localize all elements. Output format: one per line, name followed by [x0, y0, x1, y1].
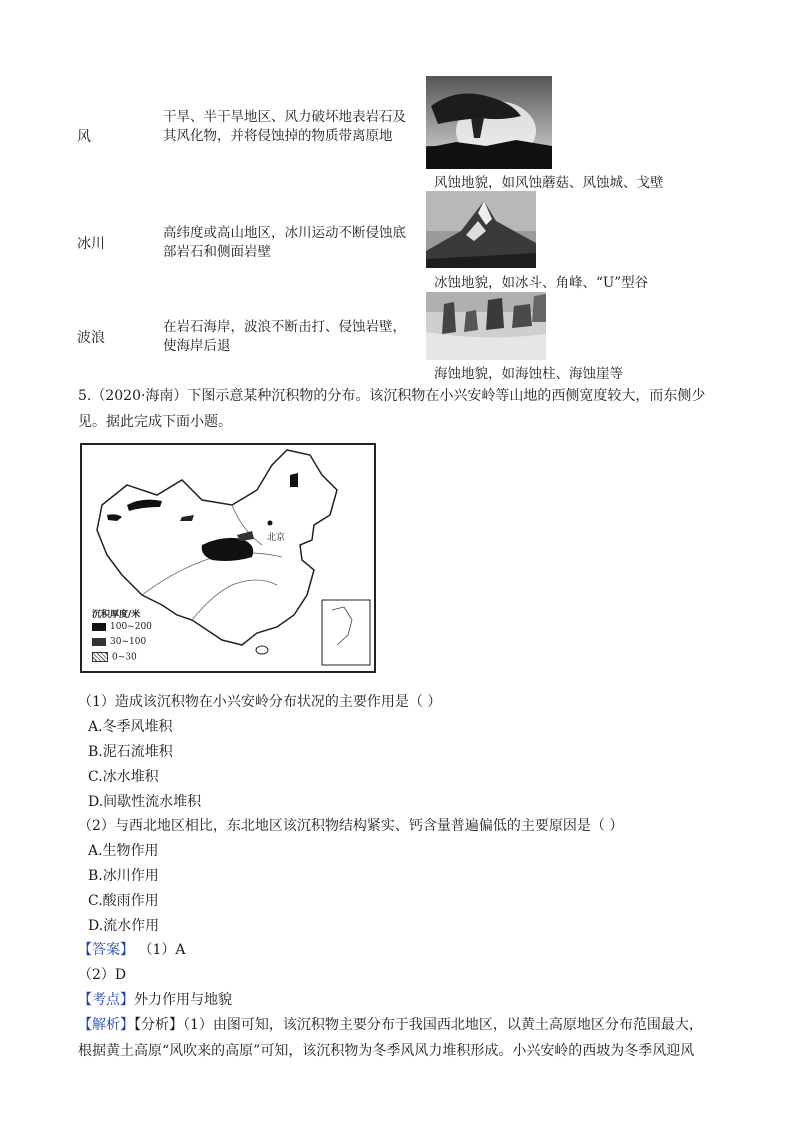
answer-tag: 【答案】 [78, 942, 134, 958]
answer-part-1: （1）A [138, 942, 186, 958]
legend-swatch-light [92, 652, 108, 662]
q1-option-a: A.冬季风堆积 [88, 719, 173, 735]
subquestion-2: （2）与西北地区相比，东北地区该沉积物结构紧实、钙含量普遍偏低的主要原因是（ ） [78, 818, 624, 834]
q2-option-a: A.生物作用 [88, 843, 159, 859]
q1-option-d: D.间歇性流水堆积 [88, 794, 202, 810]
desc-waves: 在岩石海岸，波浪不断击打、侵蚀岩壁，使海岸后退 [163, 319, 406, 354]
jiexi-line-2: 根据黄土高原“风吹来的高原”可知，该沉积物为冬季风风力堆积形成。小兴安岭的西坡为冬季风迎风 [78, 1043, 695, 1059]
glacial-horn-peak-photo [426, 191, 536, 268]
answer-part-2: （2）D [78, 967, 127, 983]
question-stem-line-1: 5.（2020·海南）下图示意某种沉积物的分布。该沉积物在小兴安岭等山地的西侧宽度较大，而东侧少 [78, 388, 706, 404]
q2-option-d: D.流水作用 [88, 918, 160, 934]
legend-item-2: 30~100 [92, 637, 146, 647]
city-label-beijing: 北京 [267, 533, 286, 543]
jiexi-tag: 【解析】 [78, 1017, 134, 1033]
sediment-distribution-map [80, 443, 376, 673]
kaodian-text: 外力作用与地貌 [134, 992, 232, 1008]
jiexi-line-1 [78, 1014, 703, 1034]
legend-item-1: 100~200 [92, 622, 152, 632]
agent-wind: 风 [77, 129, 91, 145]
q1-option-c: C.冰水堆积 [88, 769, 159, 785]
kaodian-line [78, 989, 232, 1009]
desc-glacier: 高纬度或高山地区，冰川运动不断侵蚀底部岩石和侧面岩壁 [163, 225, 406, 260]
caption-glacier: 冰蚀地貌，如冰斗、角峰、“U”型谷 [434, 275, 649, 291]
subquestion-1: （1）造成该沉积物在小兴安岭分布状况的主要作用是（ ） [78, 694, 442, 710]
answer-line-1 [78, 939, 185, 959]
jiexi-text-1: 【分析】（1）由图可知，该沉积物主要分布于我国西北地区，以黄土高原地区分布范围最大， [134, 1017, 703, 1033]
agent-waves: 波浪 [77, 330, 105, 346]
kaodian-tag: 【考点】 [78, 992, 134, 1008]
legend-item-3: 0~30 [92, 652, 137, 663]
desc-wind: 干旱、半干旱地区、风力破坏地表岩石及其风化物，并将侵蚀掉的物质带离原地 [163, 109, 406, 144]
q2-option-c: C.酸雨作用 [88, 893, 159, 909]
sea-stacks-photo [426, 292, 546, 360]
legend-title: 沉积厚度/米 [92, 610, 141, 620]
legend-swatch-dark [92, 623, 106, 631]
q1-option-b: B.泥石流堆积 [88, 744, 173, 760]
caption-waves: 海蚀地貌，如海蚀柱、海蚀崖等 [434, 366, 623, 382]
wind-erosion-mushroom-rock-photo [426, 76, 552, 169]
q2-option-b: B.冰川作用 [88, 868, 159, 884]
agent-glacier: 冰川 [77, 236, 105, 252]
question-stem-line-2: 见。据此完成下面小题。 [78, 414, 232, 430]
caption-wind: 风蚀地貌，如风蚀蘑菇、风蚀城、戈壁 [434, 175, 664, 191]
legend-swatch-medium [92, 638, 106, 646]
